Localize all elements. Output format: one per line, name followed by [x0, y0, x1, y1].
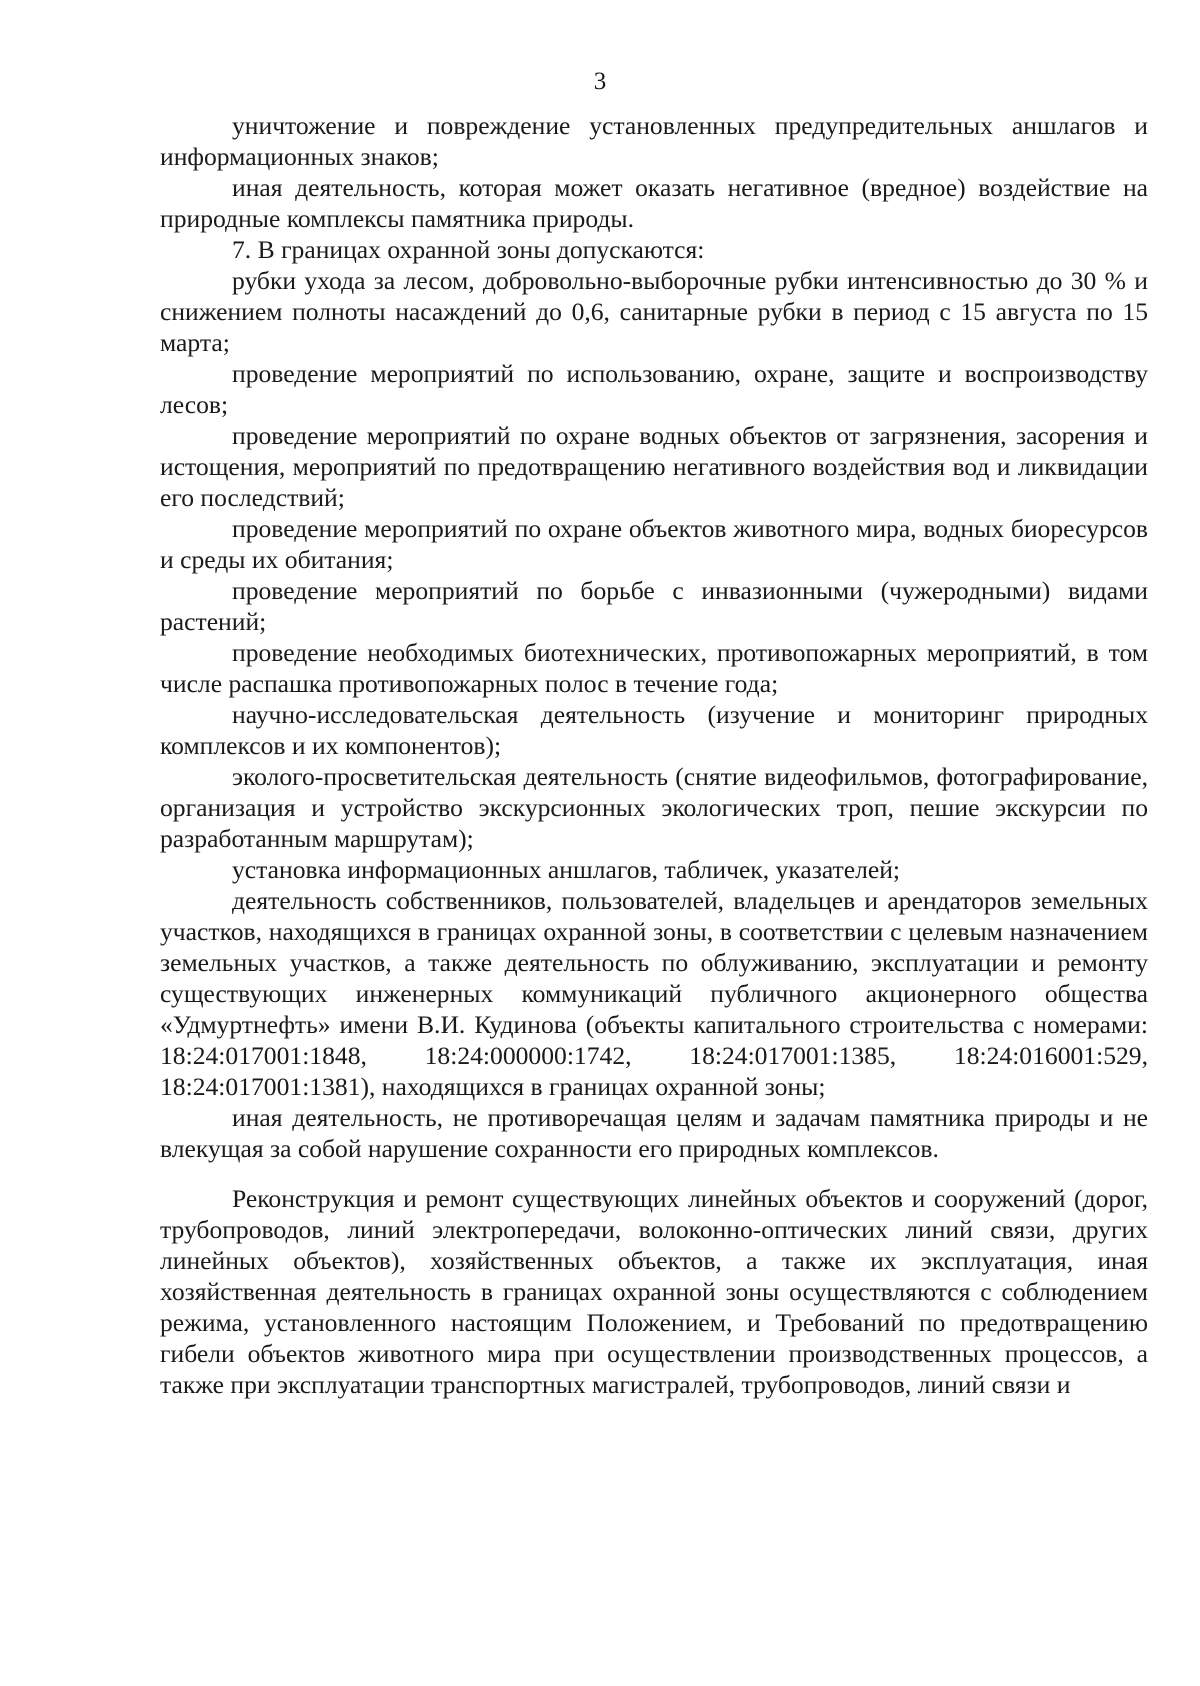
- paragraph-forest-care-felling: рубки ухода за лесом, добровольно-выборочные рубки интенсивностью до 30 % и снижением полноты насаждений до 0,6, санитарные рубки в период с 15 августа по 15 марта;: [160, 266, 1148, 357]
- paragraph-destruction-signs: уничтожение и повреждение установленных предупредительных аншлагов и информационных знаков;: [160, 111, 1148, 171]
- paragraph-other-permitted-activity: иная деятельность, не противоречащая целям и задачам памятника природы и не влекущая за собой нарушение сохранности его природных комплексов.: [160, 1103, 1148, 1163]
- clause-7-heading: 7. В границах охранной зоны допускаются:: [232, 235, 705, 264]
- paragraph-reconstruction: Реконструкция и ремонт существующих линейных объектов и сооружений (дорог, трубопроводов, линий электропередачи, волоконно-оптических линий связи, других линейных объектов), хозяйственных объектов, а также их эксплуатация, иная хозяйственная деятельность в границах охранной зоны осуществляются с соблюдением режима, установленного настоящим Положением, и Требований по предотвращению гибели объектов животного мира при осуществлении производственных процессов, а также при эксплуатации транспортных магистралей, трубопроводов, линий связи и: [160, 1184, 1148, 1399]
- paragraph-land-owners-activity: деятельность собственников, пользователей, владельцев и арендаторов земельных участков, находящихся в границах охранной зоны, в соответствии с целевым назначением земельных участков, а также деятельность по облуживанию, эксплуатации и ремонту существующих инженерных коммуникаций публичного акционерного общества «Удмуртнефть» имени В.И. Кудинова (объекты капитального строительства с номерами: 18:24:017001:1848, 18:24:000000:1742, 18:24:017001:1385, 18:24:016001:529, 18:24:017001:1381), находящихся в границах охранной зоны;: [160, 886, 1148, 1101]
- paragraph-eco-education: эколого-просветительская деятельность (снятие видеофильмов, фотографирование, организация и устройство экскурсионных экологических троп, пешие экскурсии по разработанным маршрутам);: [160, 762, 1148, 853]
- paragraph-other-harmful-activity: иная деятельность, которая может оказать негативное (вредное) воздействие на природные комплексы памятника природы.: [160, 173, 1148, 233]
- page-number: 3: [593, 68, 607, 95]
- paragraph-water-protection: проведение мероприятий по охране водных объектов от загрязнения, засорения и истощения, мероприятий по предотвращению негативного воздействия вод и ликвидации его последствий;: [160, 421, 1148, 512]
- paragraph-research: научно-исследовательская деятельность (изучение и мониторинг природных комплексов и их компонентов);: [160, 700, 1148, 760]
- paragraph-forest-protection: проведение мероприятий по использованию, охране, защите и воспроизводству лесов;: [160, 359, 1148, 419]
- paragraph-fire-prevention: проведение необходимых биотехнических, противопожарных мероприятий, в том числе распашка противопожарных полос в течение года;: [160, 638, 1148, 698]
- paragraph-signage: установка информационных аншлагов, табличек, указателей;: [232, 855, 901, 884]
- paragraph-invasive-species: проведение мероприятий по борьбе с инвазионными (чужеродными) видами растений;: [160, 576, 1148, 636]
- document-body: [160, 110, 1148, 1400]
- paragraph-wildlife-protection: проведение мероприятий по охране объектов животного мира, водных биоресурсов и среды их обитания;: [160, 514, 1148, 574]
